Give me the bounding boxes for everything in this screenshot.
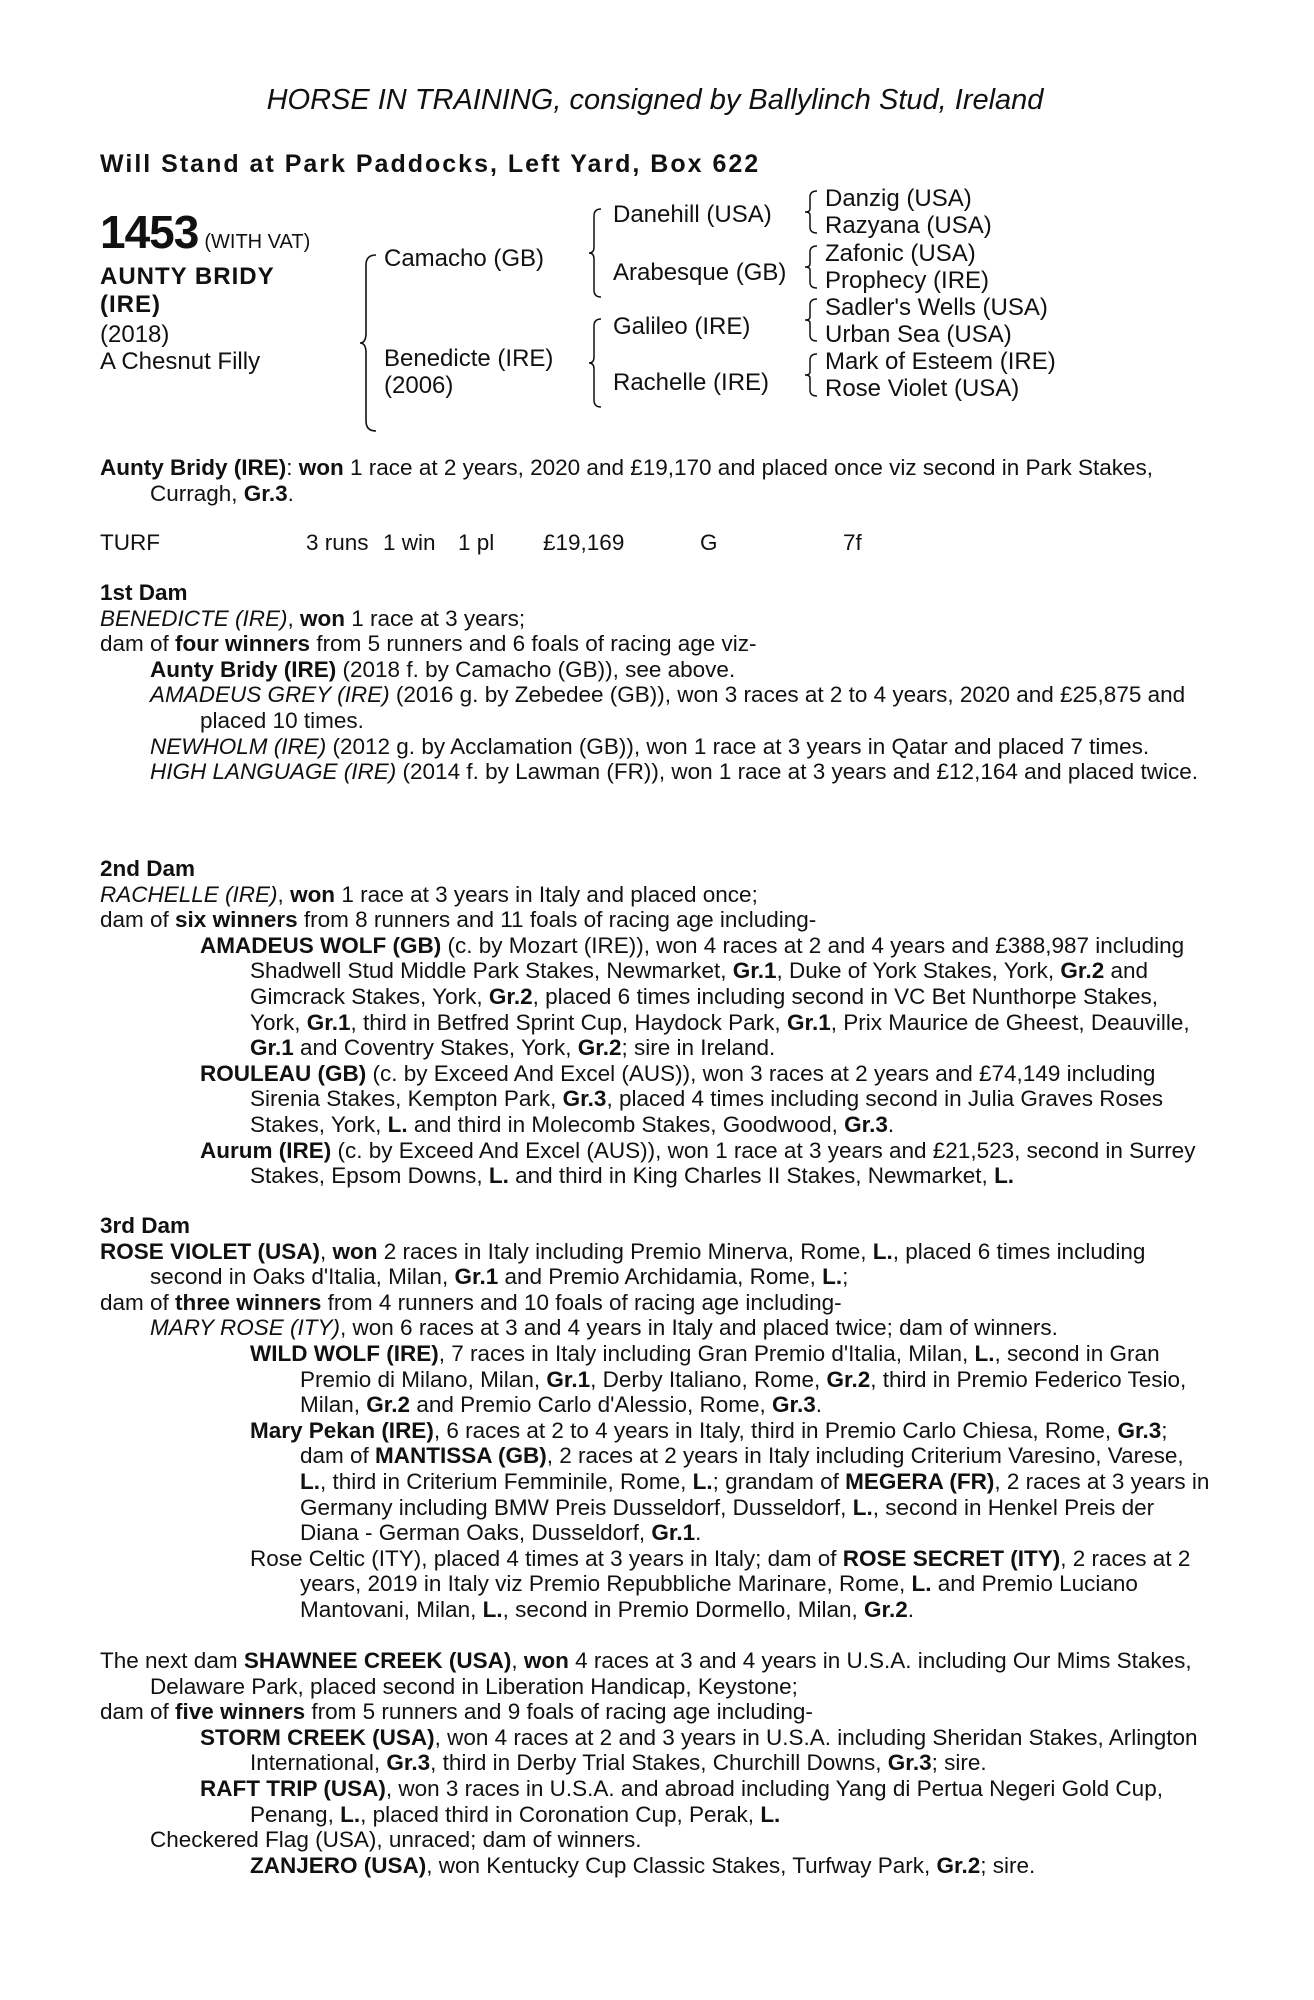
pedigree-bracket-main xyxy=(360,253,378,433)
gg-ddd: Rose Violet (USA) xyxy=(825,375,1020,402)
text: ; sire. xyxy=(980,1852,1036,1878)
text: . xyxy=(907,1596,915,1622)
lot-number: 1453 xyxy=(100,206,199,258)
listed: L. xyxy=(760,1801,781,1827)
dam-sire: Galileo (IRE) xyxy=(613,313,751,340)
winners-count: three winners xyxy=(175,1289,322,1315)
turf-label: TURF xyxy=(100,530,160,555)
progeny-name: AMADEUS GREY (IRE) xyxy=(150,682,390,708)
listed: L. xyxy=(911,1571,932,1597)
listed: L. xyxy=(974,1340,995,1366)
text: ; grandam of xyxy=(712,1468,846,1494)
horse-name-line1: AUNTY BRIDY xyxy=(100,263,275,290)
text: , third in Criterium Femminile, Rome, xyxy=(320,1468,693,1494)
gg-sdd: Prophecy (IRE) xyxy=(825,267,990,294)
progeny-name: ROULEAU (GB) xyxy=(200,1060,367,1086)
turf-runs: 3 runs xyxy=(306,530,369,555)
gg-sss: Danzig (USA) xyxy=(825,185,972,212)
third-dam-name: ROSE VIOLET (USA) xyxy=(100,1238,321,1264)
second-dam-name: RACHELLE (IRE) xyxy=(100,881,278,907)
summary-horse-name: Aunty Bridy (IRE) xyxy=(100,455,287,480)
third-dam-section xyxy=(100,1213,1210,1623)
turf-distance: 7f xyxy=(843,530,862,555)
text: , second in Henkel Preis der Diana - German Oaks, Dusseldorf, xyxy=(300,1494,1155,1546)
progeny-text: (2014 f. by Lawman (FR)), won 1 race at 3 years and £12,164 and placed twice. xyxy=(396,759,1198,785)
grade: Gr.2 xyxy=(488,983,533,1009)
horse-name xyxy=(100,263,275,319)
progeny-text: Checkered Flag (USA), unraced; dam of winners. xyxy=(150,1827,642,1853)
text: , Duke of York Stakes, York, xyxy=(776,958,1061,984)
text: 2 races in Italy including Premio Minerva, Rome, xyxy=(377,1238,873,1264)
foaling-year: (2018) xyxy=(100,321,170,348)
gg-dds: Mark of Esteem (IRE) xyxy=(825,348,1056,375)
winners-count: five winners xyxy=(175,1699,306,1725)
won-label: won xyxy=(332,1238,378,1264)
text: , placed third in Coronation Cup, Perak, xyxy=(360,1801,761,1827)
grade: Gr.1 xyxy=(250,1035,294,1061)
progeny-name: MEGERA (FR) xyxy=(845,1468,995,1494)
grade: Gr.2 xyxy=(826,1366,871,1392)
progeny-text: (2016 g. by Zebedee (GB)), won 3 races at 2 to 4 years, 2020 and £25,875 and placed 10 times. xyxy=(200,682,1186,733)
grade: Gr.1 xyxy=(732,958,777,984)
won-label: won xyxy=(300,605,346,631)
text: , 2 races at 3 years in Germany including BMW Preis Dusseldorf, Dusseldorf, xyxy=(300,1468,1210,1520)
text: from 5 runners and 9 foals of racing age including- xyxy=(305,1699,813,1725)
progeny-name: NEWHOLM (IRE) xyxy=(150,733,327,759)
progeny-name: Aunty Bridy (IRE) xyxy=(150,656,337,682)
grade: Gr.3 xyxy=(887,1750,932,1776)
progeny-name: Mary Pekan (IRE) xyxy=(250,1417,434,1443)
text: , 6 races at 2 to 4 years in Italy, third in Premio Carlo Chiesa, Rome, xyxy=(433,1417,1118,1443)
text: and third in Molecomb Stakes, Goodwood, xyxy=(407,1111,845,1137)
text: , 2 races at 2 years in Italy including Criterium Varesino, Varese, xyxy=(546,1443,1184,1469)
text: ; xyxy=(842,1264,849,1290)
gg-dsd: Urban Sea (USA) xyxy=(825,321,1012,348)
stabling-location: Will Stand at Park Paddocks, Left Yard, Box 622 xyxy=(100,150,761,178)
lot-number-line xyxy=(100,205,310,259)
listed: L. xyxy=(872,1238,893,1264)
text: , second in Premio Dormello, Milan, xyxy=(502,1596,864,1622)
progeny-name: MARY ROSE (ITY) xyxy=(150,1315,341,1341)
summary-text: 1 race at 2 years, 2020 and £19,170 and placed once viz second in Park Stakes, Curragh, xyxy=(150,455,1154,506)
grade: Gr.3 xyxy=(844,1111,888,1137)
listed: L. xyxy=(387,1111,408,1137)
third-dam-heading: 3rd Dam xyxy=(100,1213,191,1238)
second-dam-section: 2nd Dam RACHELLE (IRE), won 1 race at 3 years in Italy and placed once; dam of six winners from 8 runners and 11 foals of racing age including- AMADEUS WOLF (GB) (c. by Mozart (IRE)), won 4 races at 2 and 4 years and £388,987 including Shadwell Stud Middle Park Stakes, Newmarket, Gr.1, Duke of York Stakes, York, Gr.2 and Gimcrack Stakes, York, Gr.2, placed 6 times including second in VC Bet Nunthorpe Stakes, York, Gr.1, third in Betfred Sprint Cup, Haydock Park, Gr.1, Prix Maurice de Gheest, Deauville, Gr.1 and Coventry Stakes, York, Gr.2; sire in Ireland. ROULEAU (GB) (c. by Exceed And Excel (AUS)), won 3 races at 2 years and £74,149 including Sirenia Stakes, Kempton Park, Gr.3, placed 4 times including second in Julia Graves Roses Stakes, York, L. and third in Molecomb Stakes, Goodwood, Gr.3. Aurum (IRE) (c. by Exceed And Excel (AUS)), won 1 race at 3 years and £21,523, second in Surrey Stakes, Epsom Downs, L. and third in King Charles II Stakes, Newmarket, L. xyxy=(100,856,1210,1189)
turf-wins: 1 win xyxy=(383,530,436,555)
grade: Gr.3 xyxy=(772,1392,816,1418)
turf-earnings: £19,169 xyxy=(543,530,625,555)
listed: L. xyxy=(340,1801,361,1827)
progeny-name: AMADEUS WOLF (GB) xyxy=(200,932,442,958)
grade: Gr.1 xyxy=(454,1264,499,1290)
text: . xyxy=(815,1392,823,1418)
won-label: won xyxy=(298,455,344,480)
grade: Gr.1 xyxy=(306,1009,351,1035)
winners-count: six winners xyxy=(175,907,298,933)
pedigree-bracket-ds xyxy=(805,295,819,345)
text: , won 6 races at 3 and 4 years in Italy and placed twice; dam of winners. xyxy=(340,1315,1058,1341)
text: The next dam xyxy=(100,1648,244,1673)
text: and third in King Charles II Stakes, Newmarket, xyxy=(508,1163,995,1189)
text: , third in Premio Federico Tesio, Milan, xyxy=(300,1366,1187,1418)
text: , won Kentucky Cup Classic Stakes, Turfway Park, xyxy=(426,1852,937,1878)
grade: Gr.2 xyxy=(863,1596,908,1622)
pedigree-bracket-dam xyxy=(589,317,603,409)
text: from 5 runners and 6 foals of racing age viz- xyxy=(310,631,757,657)
grade: Gr.1 xyxy=(651,1520,696,1546)
listed: L. xyxy=(692,1468,713,1494)
text: dam of xyxy=(100,1699,176,1725)
grade: Gr.2 xyxy=(577,1035,622,1061)
first-dam-section: 1st Dam BENEDICTE (IRE), won 1 race at 3 years; dam of four winners from 5 runners and 6 foals of racing age viz- Aunty Bridy (IRE) (2018 f. by Camacho (GB)), see above. AMADEUS GREY (IRE) (2016 g. by Zebedee (GB)), won 3 races at 2 to 4 years, 2020 and £25,875 and placed 10 times. NEWHOLM (IRE) (2012 g. by Acclamation (GB)), won 1 race at 3 years in Qatar and placed 7 times. HIGH LANGUAGE (IRE) (2014 f. by Lawman (FR)), won 1 race at 3 years and £12,164 and placed twice. xyxy=(100,580,1210,785)
text: ; sire in Ireland. xyxy=(621,1035,776,1061)
dam-dam: Rachelle (IRE) xyxy=(613,369,770,396)
text: , placed 6 times including second in Oaks d'Italia, Milan, xyxy=(150,1238,1146,1290)
text: , Derby Italiano, Rome, xyxy=(590,1366,827,1392)
pedigree-bracket-ss xyxy=(805,187,819,237)
pedigree-bracket-dd xyxy=(805,350,819,400)
text: and Premio Luciano Mantovani, Milan, xyxy=(300,1571,1138,1622)
text: dam of xyxy=(100,907,176,933)
grade: Gr.3 xyxy=(1117,1417,1162,1443)
text: 1 race at 3 years; xyxy=(345,605,526,631)
dam-year: (2006) xyxy=(384,372,454,399)
summary-end: . xyxy=(287,480,294,506)
turf-going: G xyxy=(700,530,718,555)
race-summary: Aunty Bridy (IRE): won 1 race at 2 years, 2020 and £19,170 and placed once viz second in Park Stakes, Curragh, Gr.3. xyxy=(100,455,1154,506)
progeny-name: STORM CREEK (USA) xyxy=(200,1724,435,1750)
consignor-header: HORSE IN TRAINING, consigned by Ballylinch Stud, Ireland xyxy=(266,84,1044,116)
text: , second in Gran Premio di Milano, Milan, xyxy=(300,1340,1160,1392)
text: , Prix Maurice de Gheest, Deauville, xyxy=(830,1009,1190,1035)
grade: Gr.3 xyxy=(562,1086,607,1112)
grade: Gr.2 xyxy=(1060,958,1105,984)
second-dam-heading: 2nd Dam xyxy=(100,856,196,881)
text: (c. by Exceed And Excel (AUS)), won 3 races at 2 years and £74,149 including Sirenia Stakes, Kempton Park, xyxy=(250,1060,1156,1112)
progeny-text: (2018 f. by Camacho (GB)), see above. xyxy=(336,656,736,682)
dam: Benedicte (IRE) xyxy=(384,345,554,372)
winners-count: four winners xyxy=(175,631,311,657)
listed: L. xyxy=(488,1163,509,1189)
pedigree-block xyxy=(100,185,1210,435)
text: and Premio Archidamia, Rome, xyxy=(498,1264,823,1290)
progeny-name: WILD WOLF (IRE) xyxy=(250,1340,439,1366)
text: , xyxy=(320,1238,333,1264)
grade: Gr.3 xyxy=(386,1750,431,1776)
pedigree-bracket-sd xyxy=(805,242,819,292)
gg-ssd: Razyana (USA) xyxy=(825,212,992,239)
text: . xyxy=(695,1520,702,1546)
text: 4 races at 3 and 4 years in U.S.A. including Our Mims Stakes, Delaware Park, placed second in Liberation Handicap, Keystone; xyxy=(150,1648,1192,1699)
text: dam of xyxy=(100,631,176,657)
vat-label: (WITH VAT) xyxy=(204,231,311,253)
first-dam-heading: 1st Dam xyxy=(100,580,188,605)
gg-sds: Zafonic (USA) xyxy=(825,240,976,267)
next-dam-section xyxy=(100,1648,1210,1878)
turf-placed: 1 pl xyxy=(458,530,495,555)
listed: L. xyxy=(300,1468,320,1494)
text: , 2 races at 2 years, 2019 in Italy viz Premio Repubbliche Marinare, Rome, xyxy=(300,1545,1191,1597)
next-dam-name: SHAWNEE CREEK (USA) xyxy=(243,1648,512,1673)
grade: Gr.2 xyxy=(366,1392,411,1418)
text: , won 4 races at 2 and 3 years in U.S.A. including Sheridan Stakes, Arlington International, xyxy=(250,1724,1198,1776)
listed: L. xyxy=(994,1163,1015,1189)
listed: L. xyxy=(822,1264,843,1290)
text: and Premio Carlo d'Alessio, Rome, xyxy=(410,1392,773,1418)
grade: Gr.1 xyxy=(786,1009,831,1035)
horse-name-line2: (IRE) xyxy=(100,291,161,318)
text: (c. by Exceed And Excel (AUS)), won 1 race at 3 years and £21,523, second in Surrey Stakes, Epsom Downs, xyxy=(250,1137,1196,1189)
text: , placed 6 times including second in VC Bet Nunthorpe Stakes, York, xyxy=(250,983,1158,1035)
won-label: won xyxy=(523,1648,569,1673)
listed: L. xyxy=(852,1494,873,1520)
text: ; sire. xyxy=(931,1750,987,1776)
text: , 7 races in Italy including Gran Premio d'Italia, Milan, xyxy=(438,1340,975,1366)
progeny-text: (2012 g. by Acclamation (GB)), won 1 race at 3 years in Qatar and placed 7 times. xyxy=(326,733,1150,759)
text: Rose Celtic (ITY), placed 4 times at 3 years in Italy; dam of xyxy=(250,1545,843,1571)
grade: Gr.2 xyxy=(936,1852,981,1878)
text: , third in Derby Trial Stakes, Churchill Downs, xyxy=(430,1750,888,1776)
text: from 8 runners and 11 foals of racing age including- xyxy=(297,907,817,933)
text: , won 3 races in U.S.A. and abroad including Yang di Pertua Negeri Gold Cup, Penang, xyxy=(250,1775,1163,1827)
listed: L. xyxy=(482,1596,503,1622)
sire-dam: Arabesque (GB) xyxy=(613,259,787,286)
text: , placed 4 times including second in Julia Graves Roses Stakes, York, xyxy=(250,1086,1163,1137)
text: and Coventry Stakes, York, xyxy=(293,1035,578,1061)
gg-dss: Sadler's Wells (USA) xyxy=(825,294,1048,321)
text: , xyxy=(511,1648,524,1673)
sire: Camacho (GB) xyxy=(384,245,545,272)
won-label: won xyxy=(290,881,336,907)
progeny-name: Aurum (IRE) xyxy=(200,1137,332,1163)
text: dam of xyxy=(100,1289,176,1315)
progeny-name: RAFT TRIP (USA) xyxy=(200,1775,386,1801)
text: . xyxy=(887,1111,895,1137)
catalogue-page xyxy=(100,0,1210,2000)
progeny-name: ZANJERO (USA) xyxy=(250,1852,427,1878)
progeny-name: ROSE SECRET (ITY) xyxy=(842,1545,1061,1571)
first-dam-name: BENEDICTE (IRE) xyxy=(100,605,288,631)
text: (c. by Mozart (IRE)), won 4 races at 2 and 4 years and £388,987 including Shadwell Stud Middle Park Stakes, Newmarket, xyxy=(250,932,1185,984)
text: , third in Betfred Sprint Cup, Haydock Park, xyxy=(350,1009,787,1035)
text: and Gimcrack Stakes, York, xyxy=(250,958,1148,1009)
grade: Gr.1 xyxy=(546,1366,591,1392)
pedigree-bracket-sire xyxy=(589,207,603,299)
text: 1 race at 3 years in Italy and placed once; xyxy=(335,881,758,907)
text: from 4 runners and 10 foals of racing age including- xyxy=(321,1289,842,1315)
text: ; dam of xyxy=(300,1417,1168,1469)
progeny-name: HIGH LANGUAGE (IRE) xyxy=(150,759,397,785)
progeny-name: MANTISSA (GB) xyxy=(375,1443,547,1469)
sire-sire: Danehill (USA) xyxy=(613,201,772,228)
horse-sex-colour: A Chesnut Filly xyxy=(100,348,261,375)
grade-label: Gr.3 xyxy=(243,480,288,506)
